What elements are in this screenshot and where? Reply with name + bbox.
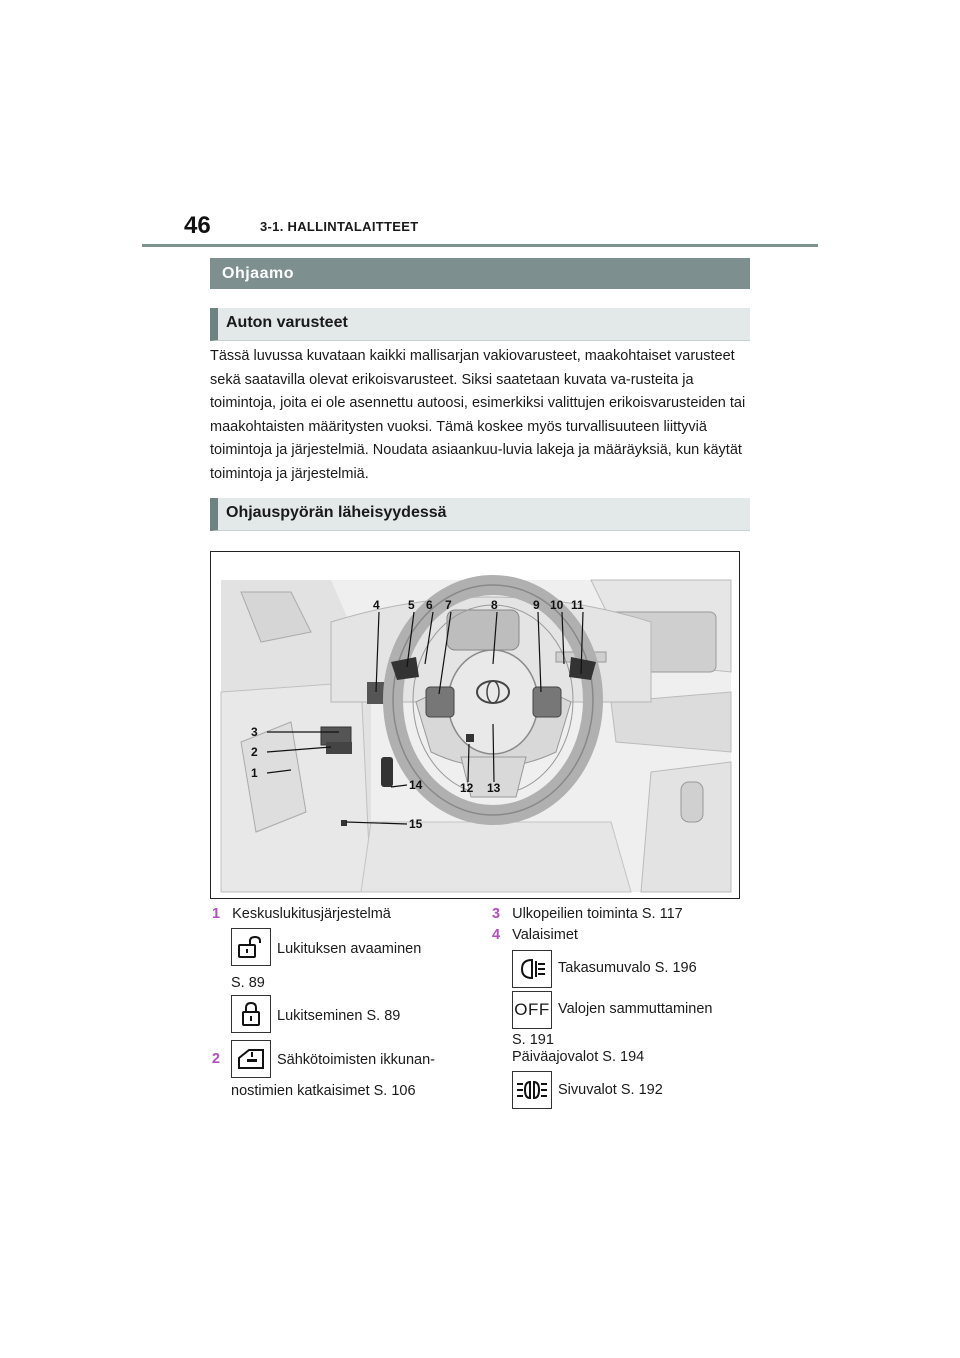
callout-layer [211,552,739,898]
callout-15: 15 [409,817,423,831]
unlock-icon [231,928,271,966]
callout-14: 14 [409,778,423,792]
lights-off-label: OFF [514,1000,550,1019]
callout-4: 4 [373,598,380,612]
legend-label-3: Ulkopeilien toiminta S. 117 [512,906,683,922]
callout-2: 2 [251,745,258,759]
lights-off-text: Valojen sammuttaminen [558,1001,713,1017]
chapter-title: 3-1. HALLINTALAITTEET [260,219,419,234]
side-lights-text: Sivuvalot S. 192 [558,1082,663,1098]
leader-2 [267,747,331,752]
legend-num-4: 4 [492,927,501,943]
leader-8 [493,612,497,664]
legend-item-4 [492,925,578,945]
callout-11: 11 [571,598,584,612]
leader-12 [468,744,469,782]
leader-13 [493,724,494,782]
cockpit-illustration [210,551,740,899]
callout-9: 9 [533,598,540,612]
callout-7: 7 [445,598,452,612]
lights-off-icon [512,991,552,1029]
legend-label-1: Keskuslukitusjärjestelmä [232,906,391,922]
legend-num-3: 3 [492,906,501,922]
side-lights-icon [512,1071,552,1109]
page-number: 46 [184,212,211,239]
subsection-title-auton-varusteet: Auton varusteet [210,308,750,341]
leader-6 [425,612,433,664]
section-title: Ohjaamo [210,258,750,289]
rear-fog-icon [512,950,552,988]
lights-off-page: S. 191 [512,1032,554,1048]
leader-9 [538,612,541,692]
callout-1: 1 [251,766,258,780]
window-switch-icon [231,1040,271,1078]
lock-text: Lukitseminen S. 89 [277,1008,401,1024]
rear-fog-text: Takasumuvalo S. 196 [558,960,697,976]
lock-icon [231,995,271,1033]
callout-10: 10 [550,598,564,612]
legend-item-1 [212,904,391,924]
callout-6: 6 [426,598,433,612]
leader-15 [346,822,407,824]
unlock-text: Lukituksen avaaminen [277,941,422,957]
legend-num-2: 2 [212,1051,221,1067]
legend-label-4: Valaisimet [512,927,578,943]
callout-12: 12 [460,781,474,795]
leader-10 [562,612,564,664]
drl-text: Päiväajovalot S. 194 [512,1049,645,1065]
subsection-title-ohjauspyora: Ohjauspyörän läheisyydessä [210,498,750,531]
callout-5: 5 [408,598,415,612]
legend-text-2-line1: Sähkötoimisten ikkunan- [277,1052,435,1068]
leader-14 [391,785,407,787]
legend-item-3 [492,904,683,924]
unlock-page: S. 89 [231,975,265,991]
legend-text-2-line2: nostimien katkaisimet S. 106 [231,1083,416,1099]
leader-11 [581,612,583,674]
leader-7 [439,612,451,694]
leader-5 [407,612,414,667]
intro-paragraph: Tässä luvussa kuvataan kaikki mallisarjan vakiovarusteet, maakohtaiset varusteet sekä saatavilla olevat erikoisvarusteet. Siksi saatetaan kuvata va-rusteita ja toimintoja, joita ei ole asennettu autoosi, esimerkiksi valittujen erikoisvarusteiden tai maakohtaisten määritysten vuoksi. Tämä koskee myös turvallisuuteen liittyviä toimintoja ja järjestelmiä. Noudata asiaankuu-luvia lakeja ja määräyksiä, kun käytät toimintoja ja järjestelmiä. [210,348,746,482]
leader-4 [376,612,379,692]
legend-num-1: 1 [212,906,221,922]
header-rule [142,244,818,247]
callout-3: 3 [251,725,258,739]
callout-8: 8 [491,598,498,612]
leader-1 [267,770,291,773]
callout-13: 13 [487,781,501,795]
